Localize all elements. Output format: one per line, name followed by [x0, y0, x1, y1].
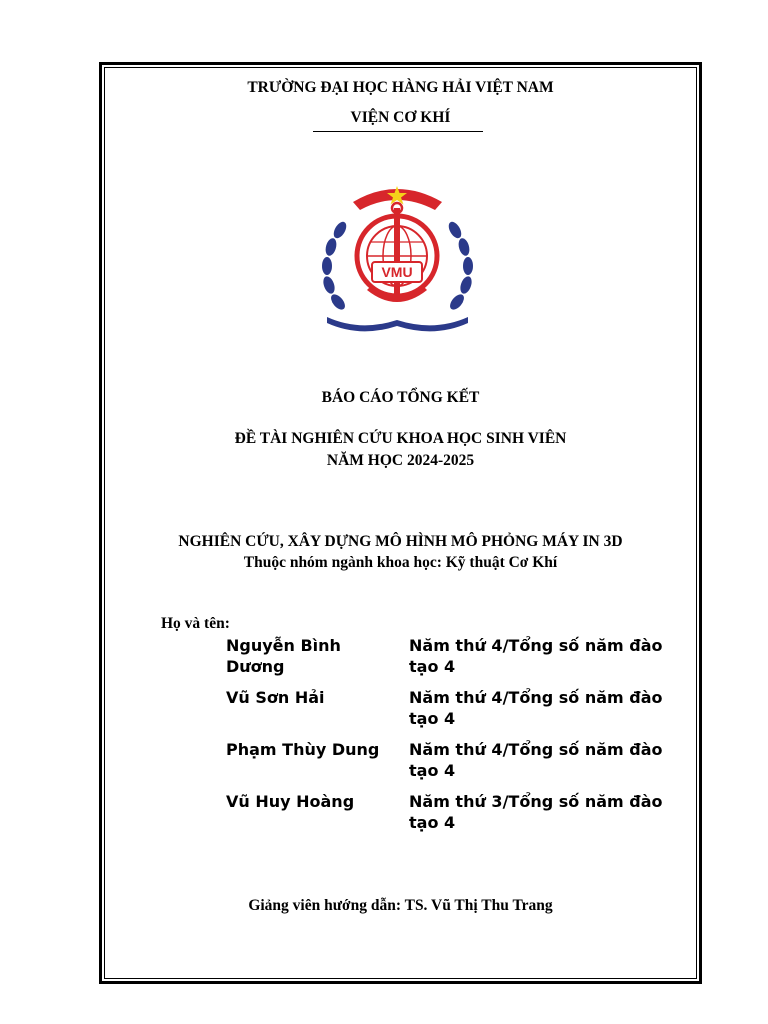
header-underline — [313, 131, 483, 132]
supervisor: Giảng viên hướng dẫn: TS. Vũ Thị Thu Trang — [248, 897, 553, 914]
report-title: BÁO CÁO TỔNG KẾT — [321, 389, 480, 406]
member-name: Vũ Sơn Hải — [226, 688, 325, 707]
member-year: Năm thứ 4/Tổng số năm đào tạo 4 — [409, 688, 663, 728]
academic-year: NĂM HỌC 2024-2025 — [326, 452, 475, 469]
member-year: Năm thứ 4/Tổng số năm đào tạo 4 — [409, 636, 663, 676]
logo-text: VMU — [381, 264, 413, 280]
university-name: TRƯỜNG ĐẠI HỌC HÀNG HẢI VIỆT NAM — [247, 79, 554, 96]
institute-name: VIỆN CƠ KHÍ — [350, 109, 451, 126]
report-subtitle: ĐỀ TÀI NGHIÊN CỨU KHOA HỌC SINH VIÊN — [234, 430, 567, 447]
member-name: Vũ Huy Hoàng — [226, 792, 355, 811]
member-name: Nguyễn Bình Dương — [226, 636, 341, 676]
topic-field: Thuộc nhóm ngành khoa học: Kỹ thuật Cơ Khí — [243, 554, 558, 571]
member-year: Năm thứ 4/Tổng số năm đào tạo 4 — [409, 740, 663, 780]
member-year: Năm thứ 3/Tổng số năm đào tạo 4 — [409, 792, 663, 832]
members-label: Họ và tên: — [161, 615, 230, 632]
vmu-emblem-icon — [305, 172, 490, 342]
topic-title: NGHIÊN CỨU, XÂY DỰNG MÔ HÌNH MÔ PHỎNG MÁY IN 3D — [178, 533, 623, 550]
member-name: Phạm Thùy Dung — [226, 740, 380, 759]
